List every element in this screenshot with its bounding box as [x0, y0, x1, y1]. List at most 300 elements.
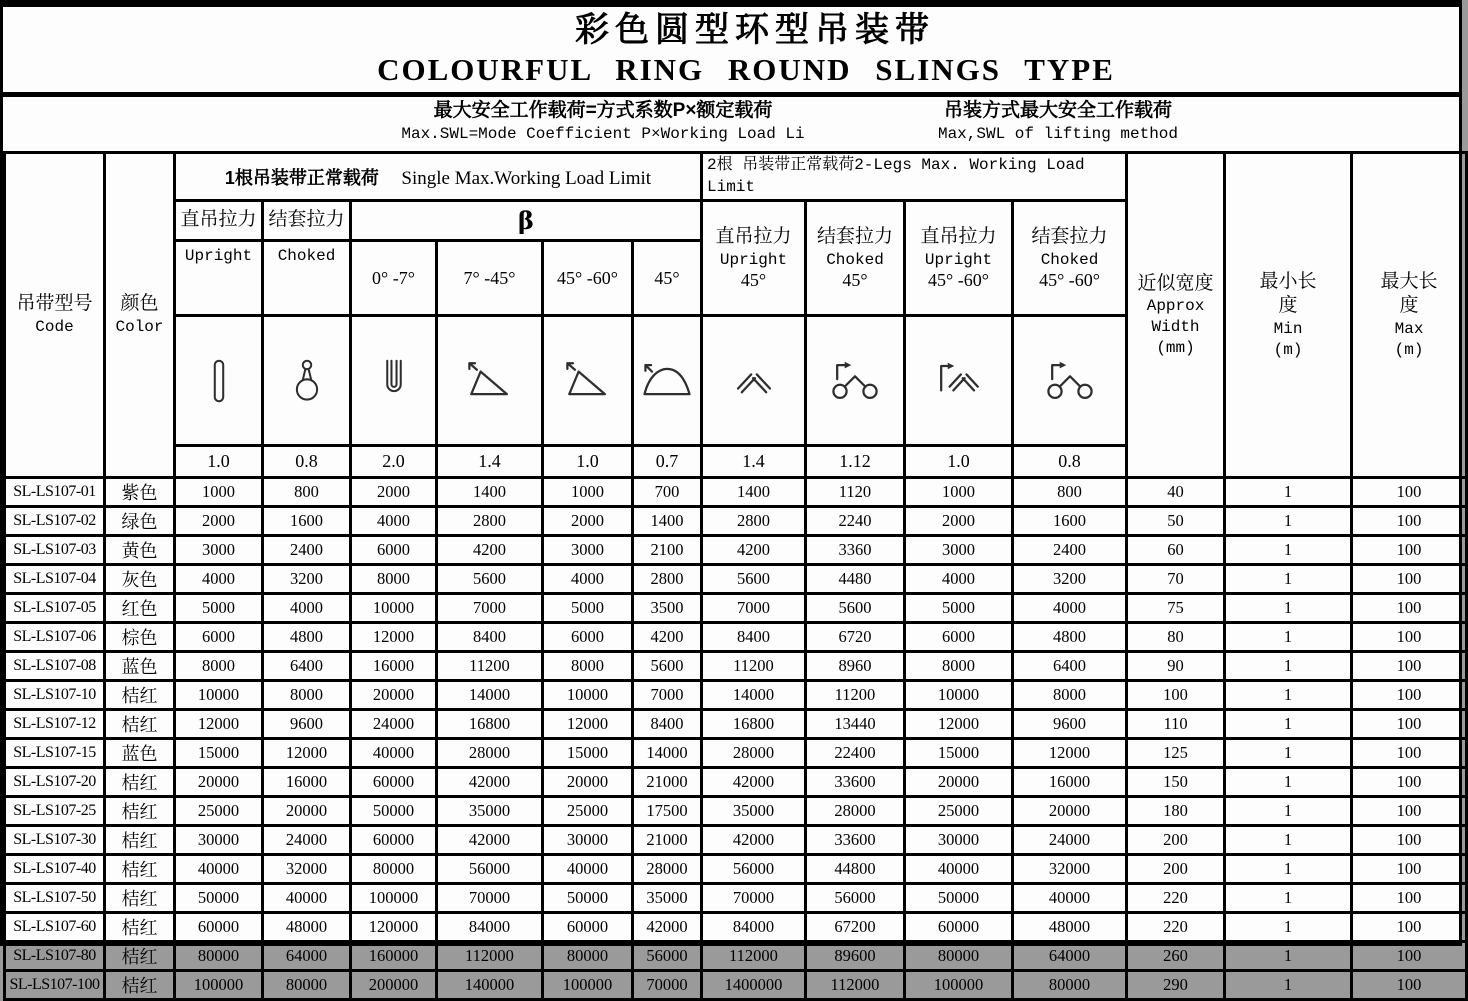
width-header-en2: Width: [1151, 318, 1200, 337]
value-cell: 8400: [702, 623, 806, 652]
value-cell: 100: [1352, 710, 1467, 739]
g2c2-zh: 直吊拉力: [920, 225, 997, 247]
max-header-unit: (m): [1394, 340, 1424, 359]
value-cell: 1: [1225, 797, 1352, 826]
value-cell: 80000: [263, 971, 351, 1000]
value-cell: 80000: [543, 942, 633, 971]
mode-coefficient: 1.0: [543, 446, 633, 478]
two-leg-choked-sling-icon: [825, 351, 885, 411]
value-cell: 3200: [1013, 565, 1127, 594]
value-cell: 56000: [702, 855, 806, 884]
value-cell: 48000: [263, 913, 351, 942]
table-row: [5, 594, 1467, 623]
value-cell: 4200: [702, 536, 806, 565]
table-row: [5, 710, 1467, 739]
value-cell: 6000: [175, 623, 263, 652]
color-header-en: Color: [115, 318, 164, 337]
mode-icon-cell: [543, 316, 633, 446]
mode-coefficient: 2.0: [351, 446, 437, 478]
value-cell: 100: [1352, 739, 1467, 768]
value-cell: 28000: [702, 739, 806, 768]
value-cell: 14000: [702, 681, 806, 710]
color-header-zh: 颜色: [120, 293, 159, 315]
value-cell: 24000: [263, 826, 351, 855]
subtitle-right: [893, 99, 1223, 146]
two-leg-col-choked-45-60: [1013, 201, 1127, 316]
value-cell: 200: [1127, 826, 1225, 855]
value-cell: 3500: [633, 594, 702, 623]
value-cell: 70000: [702, 884, 806, 913]
value-cell: 1: [1225, 710, 1352, 739]
value-cell: 100: [1352, 826, 1467, 855]
table-row: [5, 623, 1467, 652]
value-cell: 40000: [543, 855, 633, 884]
value-cell: 2000: [175, 507, 263, 536]
value-cell: 30000: [905, 826, 1013, 855]
value-cell: 70000: [633, 971, 702, 1000]
value-cell: 100: [1352, 478, 1467, 507]
color-cell: 桔红: [105, 710, 175, 739]
value-cell: 112000: [806, 971, 905, 1000]
value-cell: 16000: [1013, 768, 1127, 797]
value-cell: 64000: [1013, 942, 1127, 971]
value-cell: 2400: [263, 536, 351, 565]
code-cell: SL-LS107-08: [5, 652, 105, 681]
value-cell: 10000: [351, 594, 437, 623]
color-cell: 红色: [105, 594, 175, 623]
subtitle-left-zh: 最大安全工作载荷=方式系数P×额定载荷: [433, 100, 773, 121]
value-cell: 100: [1352, 913, 1467, 942]
value-cell: 35000: [437, 797, 543, 826]
mode-icon-cell: [905, 316, 1013, 446]
value-cell: 125: [1127, 739, 1225, 768]
value-cell: 13440: [806, 710, 905, 739]
g2c1-zh: 结套拉力: [816, 225, 893, 247]
value-cell: 1: [1225, 884, 1352, 913]
value-cell: 25000: [543, 797, 633, 826]
value-cell: 8960: [806, 652, 905, 681]
value-cell: 112000: [702, 942, 806, 971]
value-cell: 84000: [702, 913, 806, 942]
value-cell: 4200: [437, 536, 543, 565]
value-cell: 48000: [1013, 913, 1127, 942]
value-cell: 1000: [543, 478, 633, 507]
value-cell: 12000: [905, 710, 1013, 739]
mode-coefficient: 1.0: [175, 446, 263, 478]
value-cell: 3000: [905, 536, 1013, 565]
color-cell: 桔红: [105, 971, 175, 1000]
value-cell: 110: [1127, 710, 1225, 739]
value-cell: 2000: [351, 478, 437, 507]
code-cell: SL-LS107-10: [5, 681, 105, 710]
min-header-en: Min: [1273, 319, 1303, 338]
value-cell: 20000: [351, 681, 437, 710]
color-cell: 桔红: [105, 913, 175, 942]
value-cell: 10000: [543, 681, 633, 710]
value-cell: 40000: [175, 855, 263, 884]
code-cell: SL-LS107-80: [5, 942, 105, 971]
value-cell: 44800: [806, 855, 905, 884]
value-cell: 4000: [905, 565, 1013, 594]
color-cell: 蓝色: [105, 739, 175, 768]
value-cell: 150: [1127, 768, 1225, 797]
value-cell: 56000: [437, 855, 543, 884]
two-leg-title-line2: Limit: [707, 177, 756, 196]
value-cell: 90: [1127, 652, 1225, 681]
value-cell: 6720: [806, 623, 905, 652]
value-cell: 4480: [806, 565, 905, 594]
value-cell: 1600: [263, 507, 351, 536]
value-cell: 4000: [351, 507, 437, 536]
value-cell: 25000: [905, 797, 1013, 826]
value-cell: 6400: [263, 652, 351, 681]
value-cell: 700: [633, 478, 702, 507]
value-cell: 100: [1352, 536, 1467, 565]
code-cell: SL-LS107-50: [5, 884, 105, 913]
color-cell: 黄色: [105, 536, 175, 565]
value-cell: 16800: [437, 710, 543, 739]
value-cell: 1: [1225, 623, 1352, 652]
value-cell: 15000: [905, 739, 1013, 768]
value-cell: 21000: [633, 768, 702, 797]
color-cell: 桔红: [105, 884, 175, 913]
value-cell: 160000: [351, 942, 437, 971]
choked-pull-en: Choked: [263, 241, 351, 316]
mode-icon-cell: [633, 316, 702, 446]
value-cell: 60000: [175, 913, 263, 942]
value-cell: 21000: [633, 826, 702, 855]
g2c3-angle: 45° -60°: [1039, 270, 1100, 291]
value-cell: 1: [1225, 478, 1352, 507]
table-row: [5, 681, 1467, 710]
value-cell: 30000: [175, 826, 263, 855]
table-row: [5, 797, 1467, 826]
value-cell: 40: [1127, 478, 1225, 507]
value-cell: 10000: [905, 681, 1013, 710]
color-cell: 桔红: [105, 855, 175, 884]
value-cell: 2000: [905, 507, 1013, 536]
value-cell: 5600: [633, 652, 702, 681]
value-cell: 100: [1352, 565, 1467, 594]
value-cell: 16000: [351, 652, 437, 681]
value-cell: 6000: [905, 623, 1013, 652]
value-cell: 56000: [806, 884, 905, 913]
value-cell: 5600: [702, 565, 806, 594]
color-cell: 绿色: [105, 507, 175, 536]
subtitle-left-en: Max.SWL=Mode Coefficient P×Working Load Li: [401, 124, 805, 143]
value-cell: 80000: [905, 942, 1013, 971]
code-cell: SL-LS107-02: [5, 507, 105, 536]
value-cell: 42000: [633, 913, 702, 942]
value-cell: 60000: [905, 913, 1013, 942]
value-cell: 1000: [905, 478, 1013, 507]
width-header-zh: 近似宽度: [1137, 272, 1214, 294]
value-cell: 2400: [1013, 536, 1127, 565]
value-cell: 800: [263, 478, 351, 507]
value-cell: 11200: [702, 652, 806, 681]
round-basket-sling-icon: [637, 351, 697, 411]
g2c2-angle: 45° -60°: [928, 270, 989, 291]
value-cell: 1: [1225, 536, 1352, 565]
code-cell: SL-LS107-12: [5, 710, 105, 739]
value-cell: 260: [1127, 942, 1225, 971]
value-cell: 4000: [263, 594, 351, 623]
angle-45: 45°: [633, 241, 702, 316]
value-cell: 3000: [543, 536, 633, 565]
value-cell: 5000: [543, 594, 633, 623]
value-cell: 8400: [633, 710, 702, 739]
value-cell: 1: [1225, 594, 1352, 623]
value-cell: 2100: [633, 536, 702, 565]
title-block: [3, 7, 1459, 97]
value-cell: 7000: [437, 594, 543, 623]
value-cell: 12000: [175, 710, 263, 739]
table-row: [5, 652, 1467, 681]
color-cell: 桔红: [105, 826, 175, 855]
value-cell: 84000: [437, 913, 543, 942]
angle-0-7: 0° -7°: [351, 241, 437, 316]
value-cell: 9600: [1013, 710, 1127, 739]
value-cell: 16800: [702, 710, 806, 739]
value-cell: 14000: [633, 739, 702, 768]
value-cell: 50000: [543, 884, 633, 913]
value-cell: 2240: [806, 507, 905, 536]
beta-header: β: [351, 201, 702, 241]
value-cell: 30000: [543, 826, 633, 855]
value-cell: 42000: [702, 826, 806, 855]
two-leg-col-upright-45-60: [905, 201, 1013, 316]
value-cell: 33600: [806, 768, 905, 797]
value-cell: 1: [1225, 826, 1352, 855]
value-cell: 1400: [633, 507, 702, 536]
single-leg-title-en: Single Max.Working Load Limit: [401, 167, 652, 189]
two-leg-sling-icon: [724, 351, 784, 411]
value-cell: 100: [1352, 768, 1467, 797]
value-cell: 1: [1225, 855, 1352, 884]
table-row: [5, 855, 1467, 884]
value-cell: 100: [1352, 855, 1467, 884]
value-cell: 100000: [175, 971, 263, 1000]
value-cell: 20000: [543, 768, 633, 797]
value-cell: 40000: [905, 855, 1013, 884]
mode-coefficient: 0.8: [263, 446, 351, 478]
mode-coefficient: 0.7: [633, 446, 702, 478]
color-cell: 桔红: [105, 681, 175, 710]
value-cell: 100: [1352, 884, 1467, 913]
code-cell: SL-LS107-15: [5, 739, 105, 768]
color-cell: 灰色: [105, 565, 175, 594]
color-cell: 桔红: [105, 942, 175, 971]
value-cell: 50000: [351, 797, 437, 826]
code-cell: SL-LS107-25: [5, 797, 105, 826]
value-cell: 8000: [1013, 681, 1127, 710]
value-cell: 40000: [1013, 884, 1127, 913]
value-cell: 4000: [1013, 594, 1127, 623]
value-cell: 6400: [1013, 652, 1127, 681]
value-cell: 20000: [1013, 797, 1127, 826]
mode-icon-cell: [702, 316, 806, 446]
value-cell: 28000: [437, 739, 543, 768]
value-cell: 8400: [437, 623, 543, 652]
value-cell: 1: [1225, 739, 1352, 768]
value-cell: 220: [1127, 913, 1225, 942]
value-cell: 140000: [437, 971, 543, 1000]
max-header-zh2: 度: [1399, 295, 1419, 317]
value-cell: 11200: [806, 681, 905, 710]
value-cell: 1: [1225, 681, 1352, 710]
value-cell: 42000: [437, 768, 543, 797]
value-cell: 35000: [702, 797, 806, 826]
value-cell: 3360: [806, 536, 905, 565]
col-header-code: [5, 153, 105, 478]
single-leg-title-zh: 1根吊装带正常载荷: [224, 167, 379, 188]
color-cell: 紫色: [105, 478, 175, 507]
value-cell: 16000: [263, 768, 351, 797]
value-cell: 5000: [905, 594, 1013, 623]
value-cell: 2000: [543, 507, 633, 536]
choked-sling-icon: [280, 351, 334, 411]
mode-coefficient: 1.4: [437, 446, 543, 478]
value-cell: 20000: [175, 768, 263, 797]
value-cell: 5000: [175, 594, 263, 623]
value-cell: 20000: [905, 768, 1013, 797]
value-cell: 24000: [1013, 826, 1127, 855]
value-cell: 100000: [543, 971, 633, 1000]
value-cell: 100: [1352, 971, 1467, 1000]
value-cell: 100: [1352, 507, 1467, 536]
value-cell: 42000: [437, 826, 543, 855]
value-cell: 50000: [905, 884, 1013, 913]
two-leg-col-choked-45: [806, 201, 905, 316]
value-cell: 112000: [437, 942, 543, 971]
code-cell: SL-LS107-03: [5, 536, 105, 565]
value-cell: 4000: [543, 565, 633, 594]
basket-sling-icon: [367, 351, 421, 411]
value-cell: 100: [1352, 652, 1467, 681]
value-cell: 100: [1352, 623, 1467, 652]
value-cell: 4800: [1013, 623, 1127, 652]
value-cell: 28000: [633, 855, 702, 884]
code-cell: SL-LS107-60: [5, 913, 105, 942]
table-row: [5, 565, 1467, 594]
mode-icon-cell: [351, 316, 437, 446]
value-cell: 1: [1225, 507, 1352, 536]
max-header-en: Max: [1394, 319, 1424, 338]
g2c2-en: Upright: [924, 250, 993, 269]
mode-icon-cell: [175, 316, 263, 446]
value-cell: 64000: [263, 942, 351, 971]
value-cell: 70: [1127, 565, 1225, 594]
sling-spec-table: [3, 151, 1468, 1001]
header-row-groups: [5, 153, 1467, 201]
value-cell: 4800: [263, 623, 351, 652]
value-cell: 290: [1127, 971, 1225, 1000]
value-cell: 60: [1127, 536, 1225, 565]
color-cell: 棕色: [105, 623, 175, 652]
upright-pull-en: Upright: [175, 241, 263, 316]
g2c1-angle: 45°: [842, 270, 868, 291]
mode-coefficient: 1.4: [702, 446, 806, 478]
g2c1-en: Choked: [826, 250, 884, 269]
value-cell: 56000: [633, 942, 702, 971]
value-cell: 40000: [263, 884, 351, 913]
angled-basket-sling-icon: [558, 351, 618, 411]
value-cell: 12000: [263, 739, 351, 768]
value-cell: 80000: [1013, 971, 1127, 1000]
two-leg-angle-sling-icon: [929, 351, 989, 411]
table-row: [5, 942, 1467, 971]
code-header-en: Code: [35, 318, 74, 337]
g2c0-zh: 直吊拉力: [715, 225, 792, 247]
subtitle-row: [3, 97, 1459, 151]
mode-icon-cell: [806, 316, 905, 446]
two-leg-col-upright-45: [702, 201, 806, 316]
mode-icon-cell: [1013, 316, 1127, 446]
table-row: [5, 971, 1467, 1000]
value-cell: 8000: [351, 565, 437, 594]
value-cell: 800: [1013, 478, 1127, 507]
value-cell: 17500: [633, 797, 702, 826]
table-row: [5, 826, 1467, 855]
value-cell: 70000: [437, 884, 543, 913]
value-cell: 67200: [806, 913, 905, 942]
value-cell: 100: [1352, 681, 1467, 710]
value-cell: 1: [1225, 942, 1352, 971]
table-body: [5, 478, 1467, 1000]
value-cell: 1600: [1013, 507, 1127, 536]
value-cell: 9600: [263, 710, 351, 739]
value-cell: 33600: [806, 826, 905, 855]
value-cell: 8000: [175, 652, 263, 681]
value-cell: 22400: [806, 739, 905, 768]
angle-7-45: 7° -45°: [437, 241, 543, 316]
value-cell: 7000: [702, 594, 806, 623]
value-cell: 100000: [905, 971, 1013, 1000]
value-cell: 1: [1225, 971, 1352, 1000]
value-cell: 100: [1352, 594, 1467, 623]
value-cell: 60000: [351, 768, 437, 797]
col-header-color: [105, 153, 175, 478]
value-cell: 35000: [633, 884, 702, 913]
value-cell: 50: [1127, 507, 1225, 536]
table-row: [5, 913, 1467, 942]
value-cell: 6000: [543, 623, 633, 652]
value-cell: 1400: [702, 478, 806, 507]
subtitle-right-en: Max,SWL of lifting method: [937, 124, 1179, 143]
table-row: [5, 478, 1467, 507]
subtitle-right-zh: 吊装方式最大安全工作载荷: [943, 100, 1172, 121]
mode-icon-cell: [263, 316, 351, 446]
value-cell: 1400000: [702, 971, 806, 1000]
page-title-en: COLOURFUL RING ROUND SLINGS TYPE: [377, 51, 1115, 87]
code-cell: SL-LS107-20: [5, 768, 105, 797]
value-cell: 80000: [175, 942, 263, 971]
code-cell: SL-LS107-40: [5, 855, 105, 884]
value-cell: 12000: [1013, 739, 1127, 768]
subtitle-left: [343, 99, 863, 146]
value-cell: 8000: [905, 652, 1013, 681]
value-cell: 4200: [633, 623, 702, 652]
min-header-zh2: 度: [1278, 295, 1298, 317]
value-cell: 60000: [351, 826, 437, 855]
value-cell: 1: [1225, 652, 1352, 681]
value-cell: 1: [1225, 768, 1352, 797]
value-cell: 14000: [437, 681, 543, 710]
value-cell: 100000: [351, 884, 437, 913]
value-cell: 32000: [263, 855, 351, 884]
g2c3-en: Choked: [1040, 250, 1099, 269]
min-header-unit: (m): [1273, 340, 1303, 359]
